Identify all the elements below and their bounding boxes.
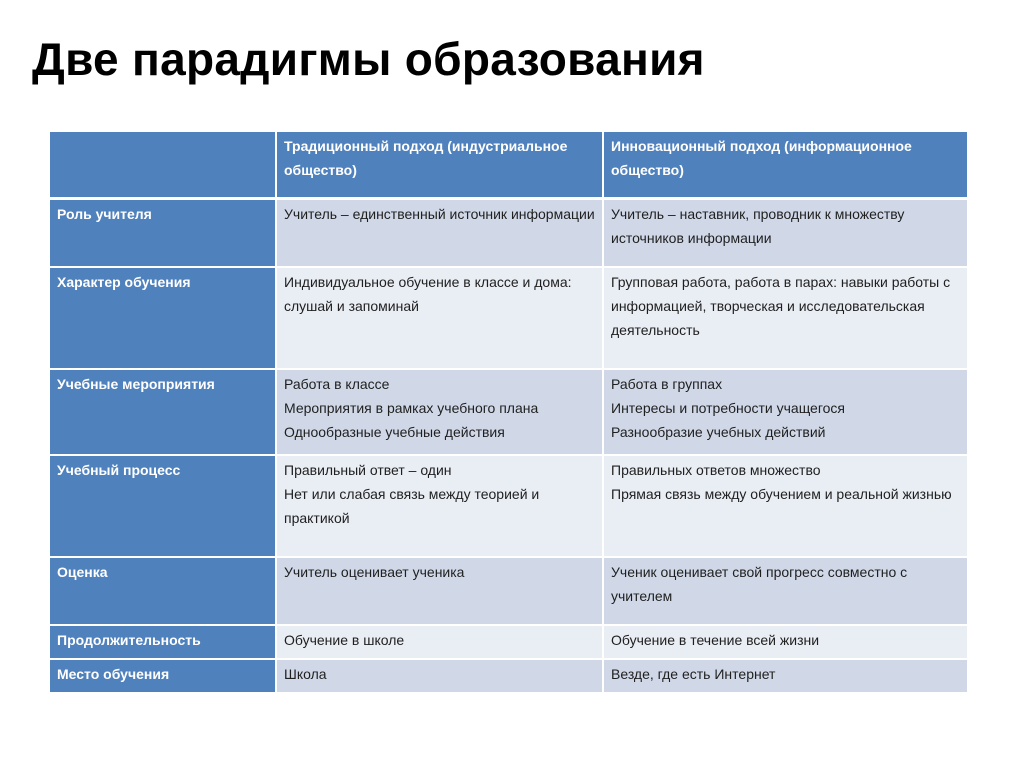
cell-text: Нет или слабая связь между теорией и практикой [284,486,540,526]
table-row [50,558,967,626]
cell-innovative [604,626,967,660]
cell-text: Ученик оценивает свой прогресс совместно с учителем [611,564,908,604]
table-body [50,200,967,694]
slide-title: Две парадигмы образования [32,33,705,85]
cell-text: Групповая работа, работа в парах: навыки работы с информацией, творческая и исследовательская деятельность [611,274,951,338]
cell-traditional [277,456,604,558]
cell-innovative [604,558,967,626]
cell-text: Прямая связь между обучением и реальной жизнью [611,486,952,502]
cell-traditional [277,558,604,626]
cell-traditional [277,268,604,370]
cell-text: Работа в классе [284,376,390,392]
table-header-corner [50,132,277,200]
table-row [50,268,967,370]
cell-innovative [604,370,967,456]
row-label: Учебные мероприятия [50,370,277,456]
cell-text: Однообразные учебные действия [284,424,505,440]
cell-text: Учитель оценивает ученика [284,564,465,580]
row-label: Оценка [50,558,277,626]
cell-innovative [604,268,967,370]
cell-innovative [604,456,967,558]
cell-traditional [277,626,604,660]
row-label: Характер обучения [50,268,277,370]
table-row [50,626,967,660]
cell-traditional [277,370,604,456]
table-header-row [50,132,967,200]
cell-text: Интересы и потребности учащегося [611,400,846,416]
cell-text: Правильный ответ – один [284,462,452,478]
cell-text: Учитель – единственный источник информации [284,206,595,222]
cell-text: Индивидуальное обучение в классе и дома: слушай и запоминай [284,274,572,314]
cell-text: Везде, где есть Интернет [611,666,776,682]
row-label: Продолжительность [50,626,277,660]
cell-text: Разнообразие учебных действий [611,424,826,440]
table-header-innovative: Инновационный подход (информационное общество) [604,132,967,200]
cell-text: Работа в группах [611,376,723,392]
table-header-traditional: Традиционный подход (индустриальное общество) [277,132,604,200]
cell-text: Школа [284,666,327,682]
cell-text: Правильных ответов множество [611,462,821,478]
table-row [50,200,967,268]
cell-text: Обучение в течение всей жизни [611,632,820,648]
cell-text: Обучение в школе [284,632,405,648]
row-label: Место обучения [50,660,277,694]
row-label: Учебный процесс [50,456,277,558]
cell-text: Мероприятия в рамках учебного плана [284,400,539,416]
cell-traditional [277,660,604,694]
table-row [50,660,967,694]
cell-traditional [277,200,604,268]
cell-innovative [604,660,967,694]
row-label: Роль учителя [50,200,277,268]
paradigms-table [50,132,967,694]
table-row [50,456,967,558]
cell-innovative [604,200,967,268]
table-row [50,370,967,456]
cell-text: Учитель – наставник, проводник к множеству источников информации [611,206,905,246]
